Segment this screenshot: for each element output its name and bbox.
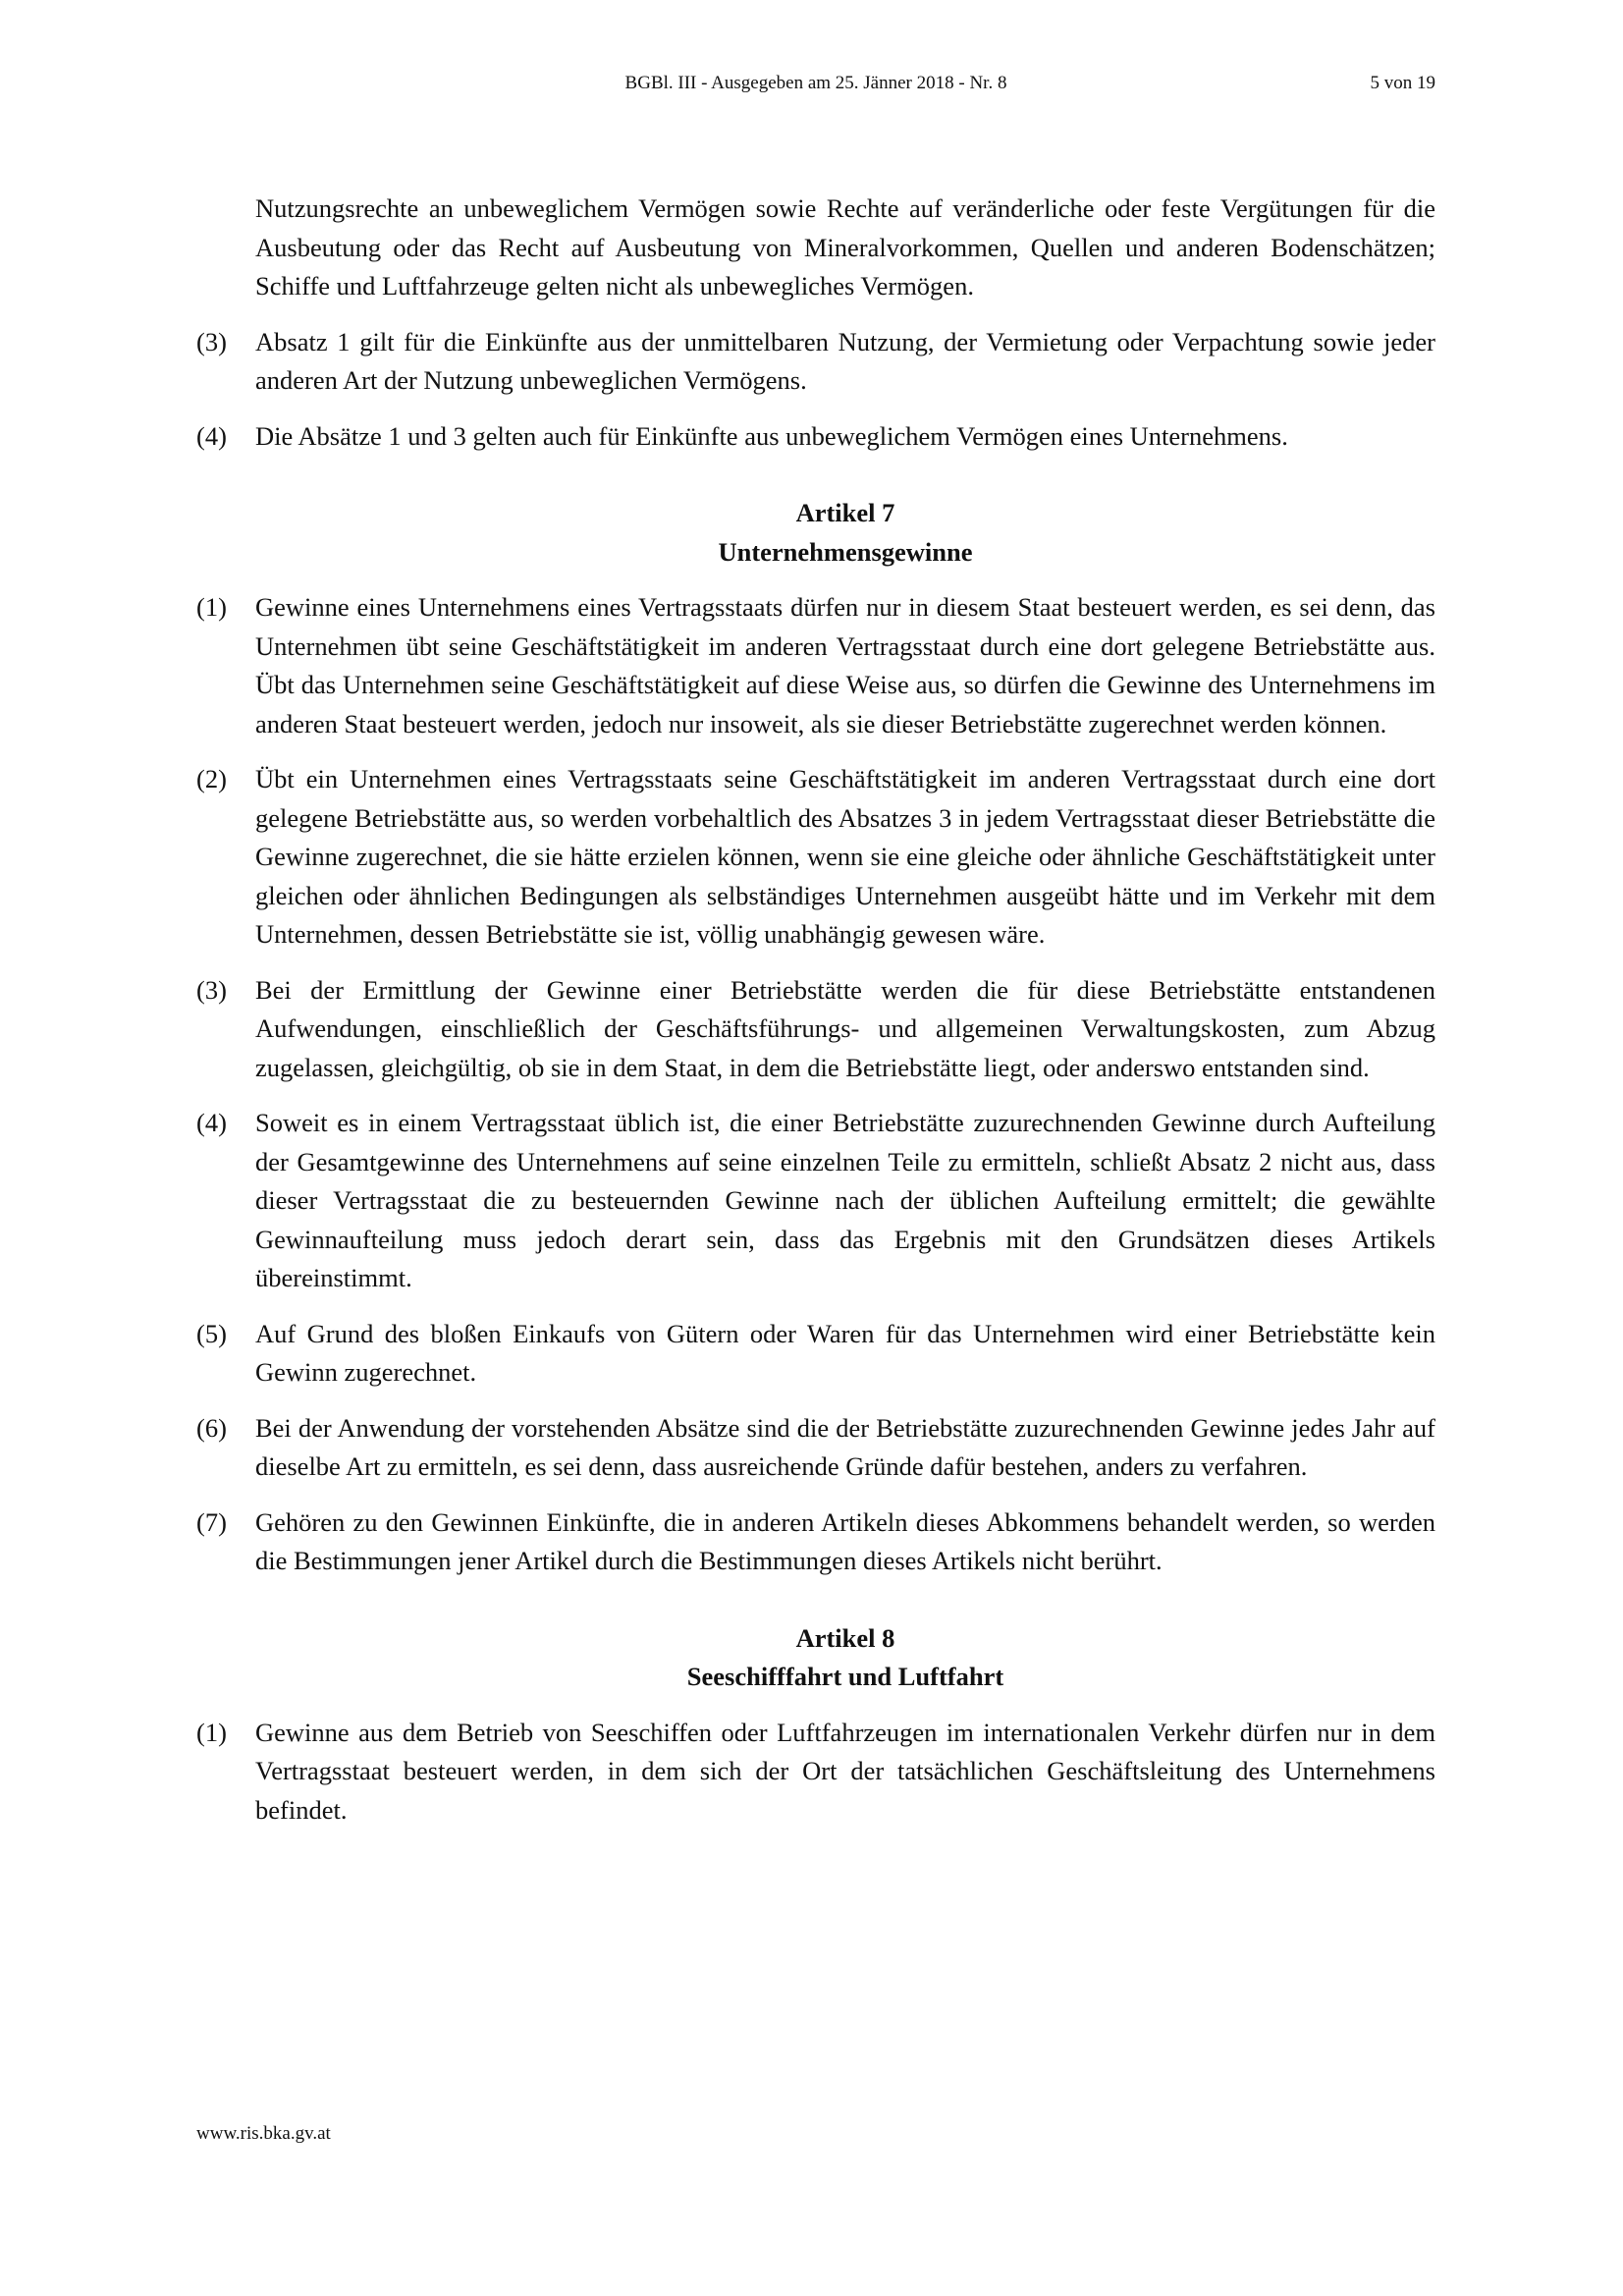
- paragraph-text: Gehören zu den Gewinnen Einkünfte, die in anderen Artikeln dieses Abkommens behandelt werden, so werden die Bestimmungen jener Artikel durch die Bestimmungen dieses Artikels nicht berührt.: [255, 1506, 1435, 1575]
- header-title: BGBl. III - Ausgegeben am 25. Jänner 2018 - Nr. 8: [624, 73, 1007, 93]
- paragraph-text: Soweit es in einem Vertragsstaat üblich ist, die einer Betriebstätte zuzurechnenden Gewinne durch Aufteilung der Gesamtgewinne des Unternehmens auf seine einzelnen Teile zu ermitteln, schließt Absatz 2 nicht aus, dass dieser Vertragsstaat die zu besteuernden Gewinne nach der üblichen Aufteilung ermittelt; die gewählte Gewinnaufteilung muss jedoch derart sein, dass das Ergebnis mit den Grundsätzen dieses Artikels übereinstimmt.: [255, 1108, 1435, 1292]
- article6-paragraph-4: [196, 417, 1435, 457]
- footer-source-link[interactable]: www.ris.bka.gv.at: [196, 2123, 331, 2144]
- document-body: [196, 190, 1435, 1830]
- paragraph-number: (4): [196, 1108, 227, 1137]
- paragraph-number: (1): [196, 592, 227, 622]
- article7-paragraph-7: [196, 1503, 1435, 1581]
- paragraph-text: Gewinne aus dem Betrieb von Seeschiffen oder Luftfahrzeugen im internationalen Verkehr dürfen nur in dem Vertragsstaat besteuert werden, in dem sich der Ort der tatsächlichen Geschäftsleitung des Unternehmens befindet.: [255, 1717, 1435, 1825]
- paragraph-text: Bei der Anwendung der vorstehenden Absätze sind die der Betriebstätte zuzurechnenden Gewinne jedes Jahr auf dieselbe Art zu ermitteln, es sei denn, dass ausreichende Gründe dafür bestehen, anders zu verfahren.: [255, 1412, 1435, 1481]
- paragraph-text: Auf Grund des bloßen Einkaufs von Gütern oder Waren für das Unternehmen wird einer Betriebstätte kein Gewinn zugerechnet.: [255, 1318, 1435, 1387]
- article7-paragraph-5: [196, 1315, 1435, 1393]
- paragraph-number: (3): [196, 974, 227, 1005]
- paragraph-text: Gewinne eines Unternehmens eines Vertragsstaats dürfen nur in diesem Staat besteuert werden, es sei denn, das Unternehmen übt seine Geschäftstätigkeit im anderen Vertragsstaat durch eine dort gelegene Betriebstätte aus. Übt das Unternehmen seine Geschäftstätigkeit auf diese Weise aus, so dürfen die Gewinne des Unternehmens im anderen Staat besteuert werden, jedoch nur insoweit, als sie dieser Betriebstätte zugerechnet werden können.: [255, 592, 1435, 738]
- paragraph-text: Bei der Ermittlung der Gewinne einer Betriebstätte werden die für diese Betriebstätte entstandenen Aufwendungen, einschließlich der Geschäftsführungs- und allgemeinen Verwaltungskosten, zum Abzug zugelassen, gleichgültig, ob sie in dem Staat, in dem die Betriebstätte liegt, oder anderswo entstanden sind.: [255, 974, 1435, 1082]
- article7-number: Artikel 7: [795, 498, 895, 527]
- page-number: 5 von 19: [1370, 73, 1435, 93]
- paragraph-number: (1): [196, 1717, 227, 1747]
- article7-paragraph-2: [196, 760, 1435, 955]
- article8-title: Seeschifffahrt und Luftfahrt: [686, 1662, 1004, 1691]
- paragraph-number: (6): [196, 1412, 227, 1443]
- paragraph-number: (4): [196, 420, 227, 451]
- article7-title: Unternehmensgewinne: [718, 536, 973, 567]
- article8-heading: [196, 1619, 1435, 1697]
- article7-paragraph-3: [196, 971, 1435, 1088]
- article8-paragraph-1: [196, 1714, 1435, 1831]
- article7-paragraph-6: [196, 1409, 1435, 1487]
- paragraph-number: (3): [196, 326, 227, 356]
- paragraph-number: (2): [196, 764, 227, 793]
- page-header: [196, 73, 1435, 102]
- paragraph-number: (7): [196, 1506, 227, 1537]
- article7-paragraph-1: [196, 588, 1435, 743]
- paragraph-text: Übt ein Unternehmen eines Vertragsstaats seine Geschäftstätigkeit im anderen Vertragsstaat durch eine dort gelegene Betriebstätte aus, so werden vorbehaltlich des Absatzes 3 in jedem Vertragsstaat dieser Betriebstätte die Gewinne zugerechnet, die sie hätte erzielen können, wenn sie eine gleiche oder ähnliche Geschäftstätigkeit unter gleichen oder ähnlichen Bedingungen als selbständiges Unternehmen ausgeübt hätte und im Verkehr mit dem Unternehmen, dessen Betriebstätte sie ist, völlig unabhängig gewesen wäre.: [255, 764, 1435, 949]
- article6-paragraph-3: [196, 323, 1435, 401]
- article8-number: Artikel 8: [795, 1622, 895, 1653]
- continuation-paragraph: Nutzungsrechte an unbeweglichem Vermögen sowie Rechte auf veränderliche oder feste Vergütungen für die Ausbeutung oder das Recht auf Ausbeutung von Mineralvorkommen, Quellen und anderen Bodenschätzen; Schiffe und Luftfahrzeuge gelten nicht als unbewegliches Vermögen.: [255, 193, 1435, 301]
- paragraph-text: Absatz 1 gilt für die Einkünfte aus der unmittelbaren Nutzung, der Vermietung oder Verpachtung sowie jeder anderen Art der Nutzung unbeweglichen Vermögens.: [255, 326, 1435, 395]
- article7-paragraph-4: [196, 1104, 1435, 1298]
- paragraph-number: (5): [196, 1318, 227, 1348]
- article7-heading: [196, 494, 1435, 572]
- paragraph-text: Die Absätze 1 und 3 gelten auch für Einkünfte aus unbeweglichem Vermögen eines Unternehmens.: [255, 420, 1288, 451]
